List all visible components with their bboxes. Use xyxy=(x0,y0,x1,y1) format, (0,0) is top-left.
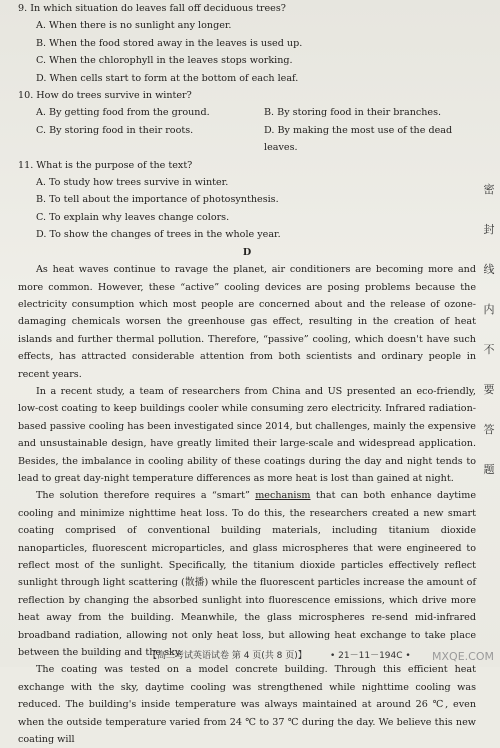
seal-char: 密 xyxy=(483,183,495,196)
q11-option-d: D. To show the changes of trees in the whole year. xyxy=(36,229,281,241)
para3-text-end: that can both enhance daytime cooling and minimize nighttime heat loss. To do this, the researchers created a new smart coating comprised of conventional building materials, including titanium dioxide nanoparticles, fluorescent microparticles, and glass microspheres that were engineered to reflect most of the sunlight. Specifically, the titanium dioxide particles effectively reflect sunlight through light scattering (散播) while the fluorescent particles increase the amount of reflection by changing the absorbed sunlight into fluorescence emissions, which drive more heat away from the building. Meanwhile, the glass microspheres re-send mid-infrared broadband radiation, allowing not only heat loss, but allowing heat exchange to take place between the building and the sky. xyxy=(18,490,476,659)
q11-option-b: B. To tell about the importance of photosynthesis. xyxy=(36,194,279,206)
q10-option-d: D. By making the most use of the dead leaves. xyxy=(264,124,453,154)
seal-char: 不 xyxy=(483,343,495,356)
q9-option-b: B. When the food stored away in the leaves is used up. xyxy=(36,37,303,49)
footer-title: 【高三考试英语试卷 第 4 页(共 8 页)】 xyxy=(148,651,307,661)
seal-char: 题 xyxy=(483,463,495,476)
question-9: 9. In which situation do leaves fall off deciduous trees? xyxy=(18,3,286,14)
page-content xyxy=(18,0,476,748)
q11-option-a: A. To study how trees survive in winter. xyxy=(36,177,229,189)
q10-row-2 xyxy=(18,122,476,157)
footer-code: • 21－11－194C • xyxy=(330,651,411,661)
q9-option-d: D. When cells start to form at the bottom of each leaf. xyxy=(36,72,299,84)
q10-option-c: C. By storing food in their roots. xyxy=(36,124,194,136)
q9-option-a: A. When there is no sunlight any longer. xyxy=(36,20,232,32)
question-11: 11. What is the purpose of the text? xyxy=(18,159,193,171)
seal-char: 内 xyxy=(483,303,495,316)
watermark: MXQE.COM xyxy=(432,650,494,663)
para3-text-start: The solution therefore requires a “smart” xyxy=(36,490,256,502)
question-10: 10. How do trees survive in winter? xyxy=(18,90,192,102)
underlined-word: mechanism xyxy=(255,490,311,502)
seal-char: 要 xyxy=(483,383,495,396)
q10-row-1 xyxy=(18,104,476,121)
seal-line-notice xyxy=(482,170,496,490)
q10-option-b: B. By storing food in their branches. xyxy=(264,107,442,119)
passage-paragraph-4: The coating was tested on a model concrete building. Through this efficient heat exchange with the sky, daytime cooling was strengthened while nighttime cooling was reduced. The building's inside temperature was always maintained at around 26 ℃, even when the outside temperature varied from 24 ℃ to 37 ℃ during the day. We believe this new coating will xyxy=(18,664,476,746)
seal-char: 封 xyxy=(483,223,495,236)
seal-char: 线 xyxy=(483,263,495,276)
seal-char: 答 xyxy=(483,423,495,436)
q9-option-c: C. When the chlorophyll in the leaves stops working. xyxy=(36,55,293,67)
passage-paragraph-1: As heat waves continue to ravage the planet, air conditioners are becoming more and more common. However, these “active” cooling devices are posing problems because the electricity consumption which most people are concerned about and the release of ozone-damaging chemicals worsen the greenhouse gas effect, resulting in the creation of heat islands and further thermal pollution. Therefore, “passive” cooling, which doesn't have such effects, has attracted considerable attention from both scientists and ordinary people in recent years. xyxy=(18,264,476,380)
passage-paragraph-2: In a recent study, a team of researchers from China and US presented an eco-friendly, low-cost coating to keep buildings cooler while consuming zero electricity. Infrared radiation-based passive cooling has been investigated since 2014, but challenges, mainly the expensive and unsustainable design, have greatly limited their large-scale and widespread application. Besides, the imbalance in cooling ability of these coatings during the day and night tends to lead to great day-night temperature differences as more heat is lost than gained at night. xyxy=(18,385,476,484)
section-heading: D xyxy=(242,246,252,258)
q10-option-a: A. By getting food from the ground. xyxy=(36,107,210,119)
q11-option-c: C. To explain why leaves change colors. xyxy=(36,211,230,223)
passage-paragraph-3 xyxy=(18,487,476,661)
